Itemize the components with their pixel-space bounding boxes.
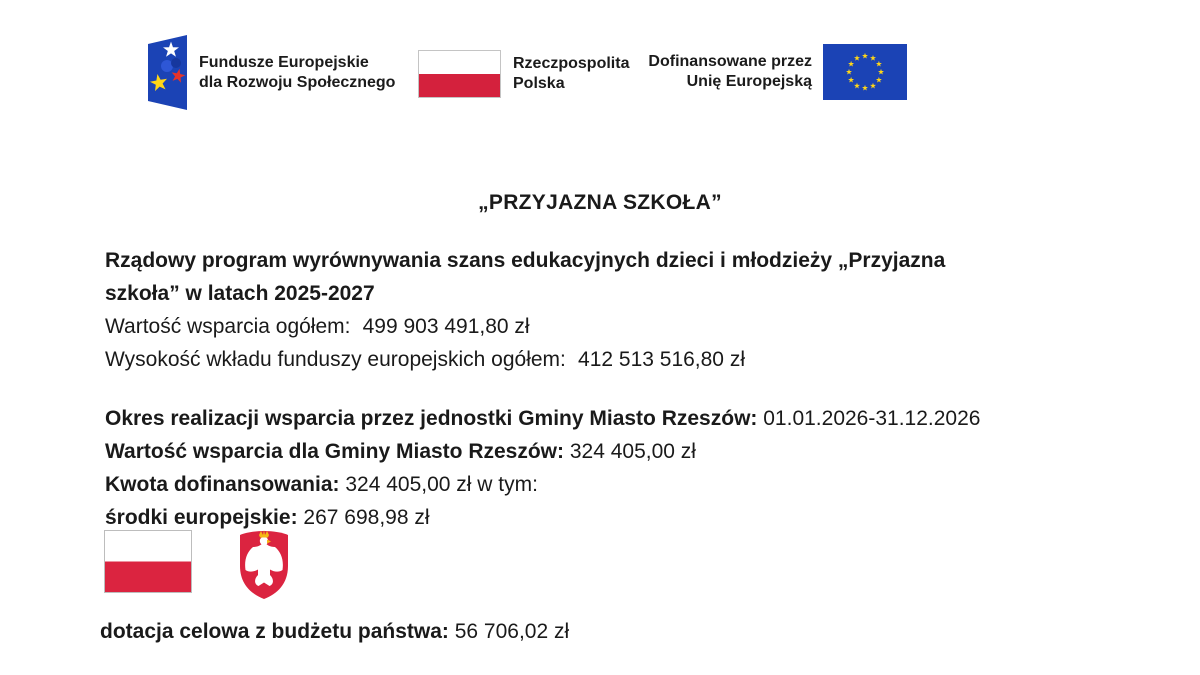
program-line2: szkoła” w latach 2025-2027 [105, 282, 375, 305]
eu-cofunded-label [640, 52, 812, 92]
cofunding-amount-label: Kwota dofinansowania: [105, 473, 340, 496]
eu-cofunded-logo [640, 44, 907, 100]
rzeszow-support-value: 324 405,00 zł [569, 440, 696, 463]
republic-poland-line1: Rzeczpospolita [513, 55, 630, 72]
poland-symbols-row [104, 530, 291, 601]
republic-poland-line2: Polska [513, 75, 565, 92]
eu-contribution-value: 412 513 516,80 zł [578, 348, 745, 371]
realization-period-label: Okres realizacji wsparcia przez jednostki Gminy Miasto Rzeszów: [105, 407, 758, 430]
eu-contribution-label: Wysokość wkładu funduszy europejskich ogółem: [105, 348, 566, 371]
total-support-label: Wartość wsparcia ogółem: [105, 315, 351, 338]
state-budget-label: dotacja celowa z budżetu państwa: [100, 620, 449, 643]
rzeszow-support-line [105, 435, 980, 468]
state-budget-value: 56 706,02 zł [454, 620, 570, 643]
program-line1: Rządowy program wyrównywania szans edukacyjnych dzieci i młodzieży „Przyjazna [105, 249, 946, 272]
poland-flag-icon [418, 50, 501, 98]
european-funds-value: 267 698,98 zł [303, 506, 430, 529]
cofunding-amount-value: 324 405,00 zł w tym: [345, 473, 538, 496]
poland-flag-image [104, 530, 192, 593]
total-support-line [105, 310, 745, 343]
rzeszow-support-label: Wartość wsparcia dla Gminy Miasto Rzeszów: [105, 440, 565, 463]
eu-cofunded-line2: Unię Europejską [686, 73, 812, 90]
state-budget-line [100, 615, 569, 648]
republic-poland-label [513, 54, 629, 94]
european-funds-label: środki europejskie: [105, 506, 298, 529]
cofunding-amount-line [105, 468, 980, 501]
total-support-value: 499 903 491,80 zł [362, 315, 530, 338]
poland-coat-of-arms [237, 528, 291, 601]
eu-funds-flag-icon [148, 35, 187, 110]
eu-funds-line1: Fundusze Europejskie [199, 53, 369, 71]
program-totals [105, 310, 745, 376]
eu-funds-logo-text [199, 53, 395, 93]
realization-period-line [105, 402, 980, 435]
eu-funds-logo [148, 35, 395, 110]
eu-flag-icon [823, 44, 907, 100]
program-name [105, 244, 945, 310]
eu-cofunded-line1: Dofinansowane przez [648, 53, 812, 70]
page-title: „PRZYJAZNA SZKOŁA” [478, 191, 722, 214]
eu-funds-line2: dla Rozwoju Społecznego [199, 73, 396, 91]
rzeszow-details [105, 402, 980, 534]
republic-poland-logo [418, 50, 629, 98]
eu-contribution-line [105, 343, 745, 376]
realization-period-value: 01.01.2026-31.12.2026 [763, 407, 981, 430]
